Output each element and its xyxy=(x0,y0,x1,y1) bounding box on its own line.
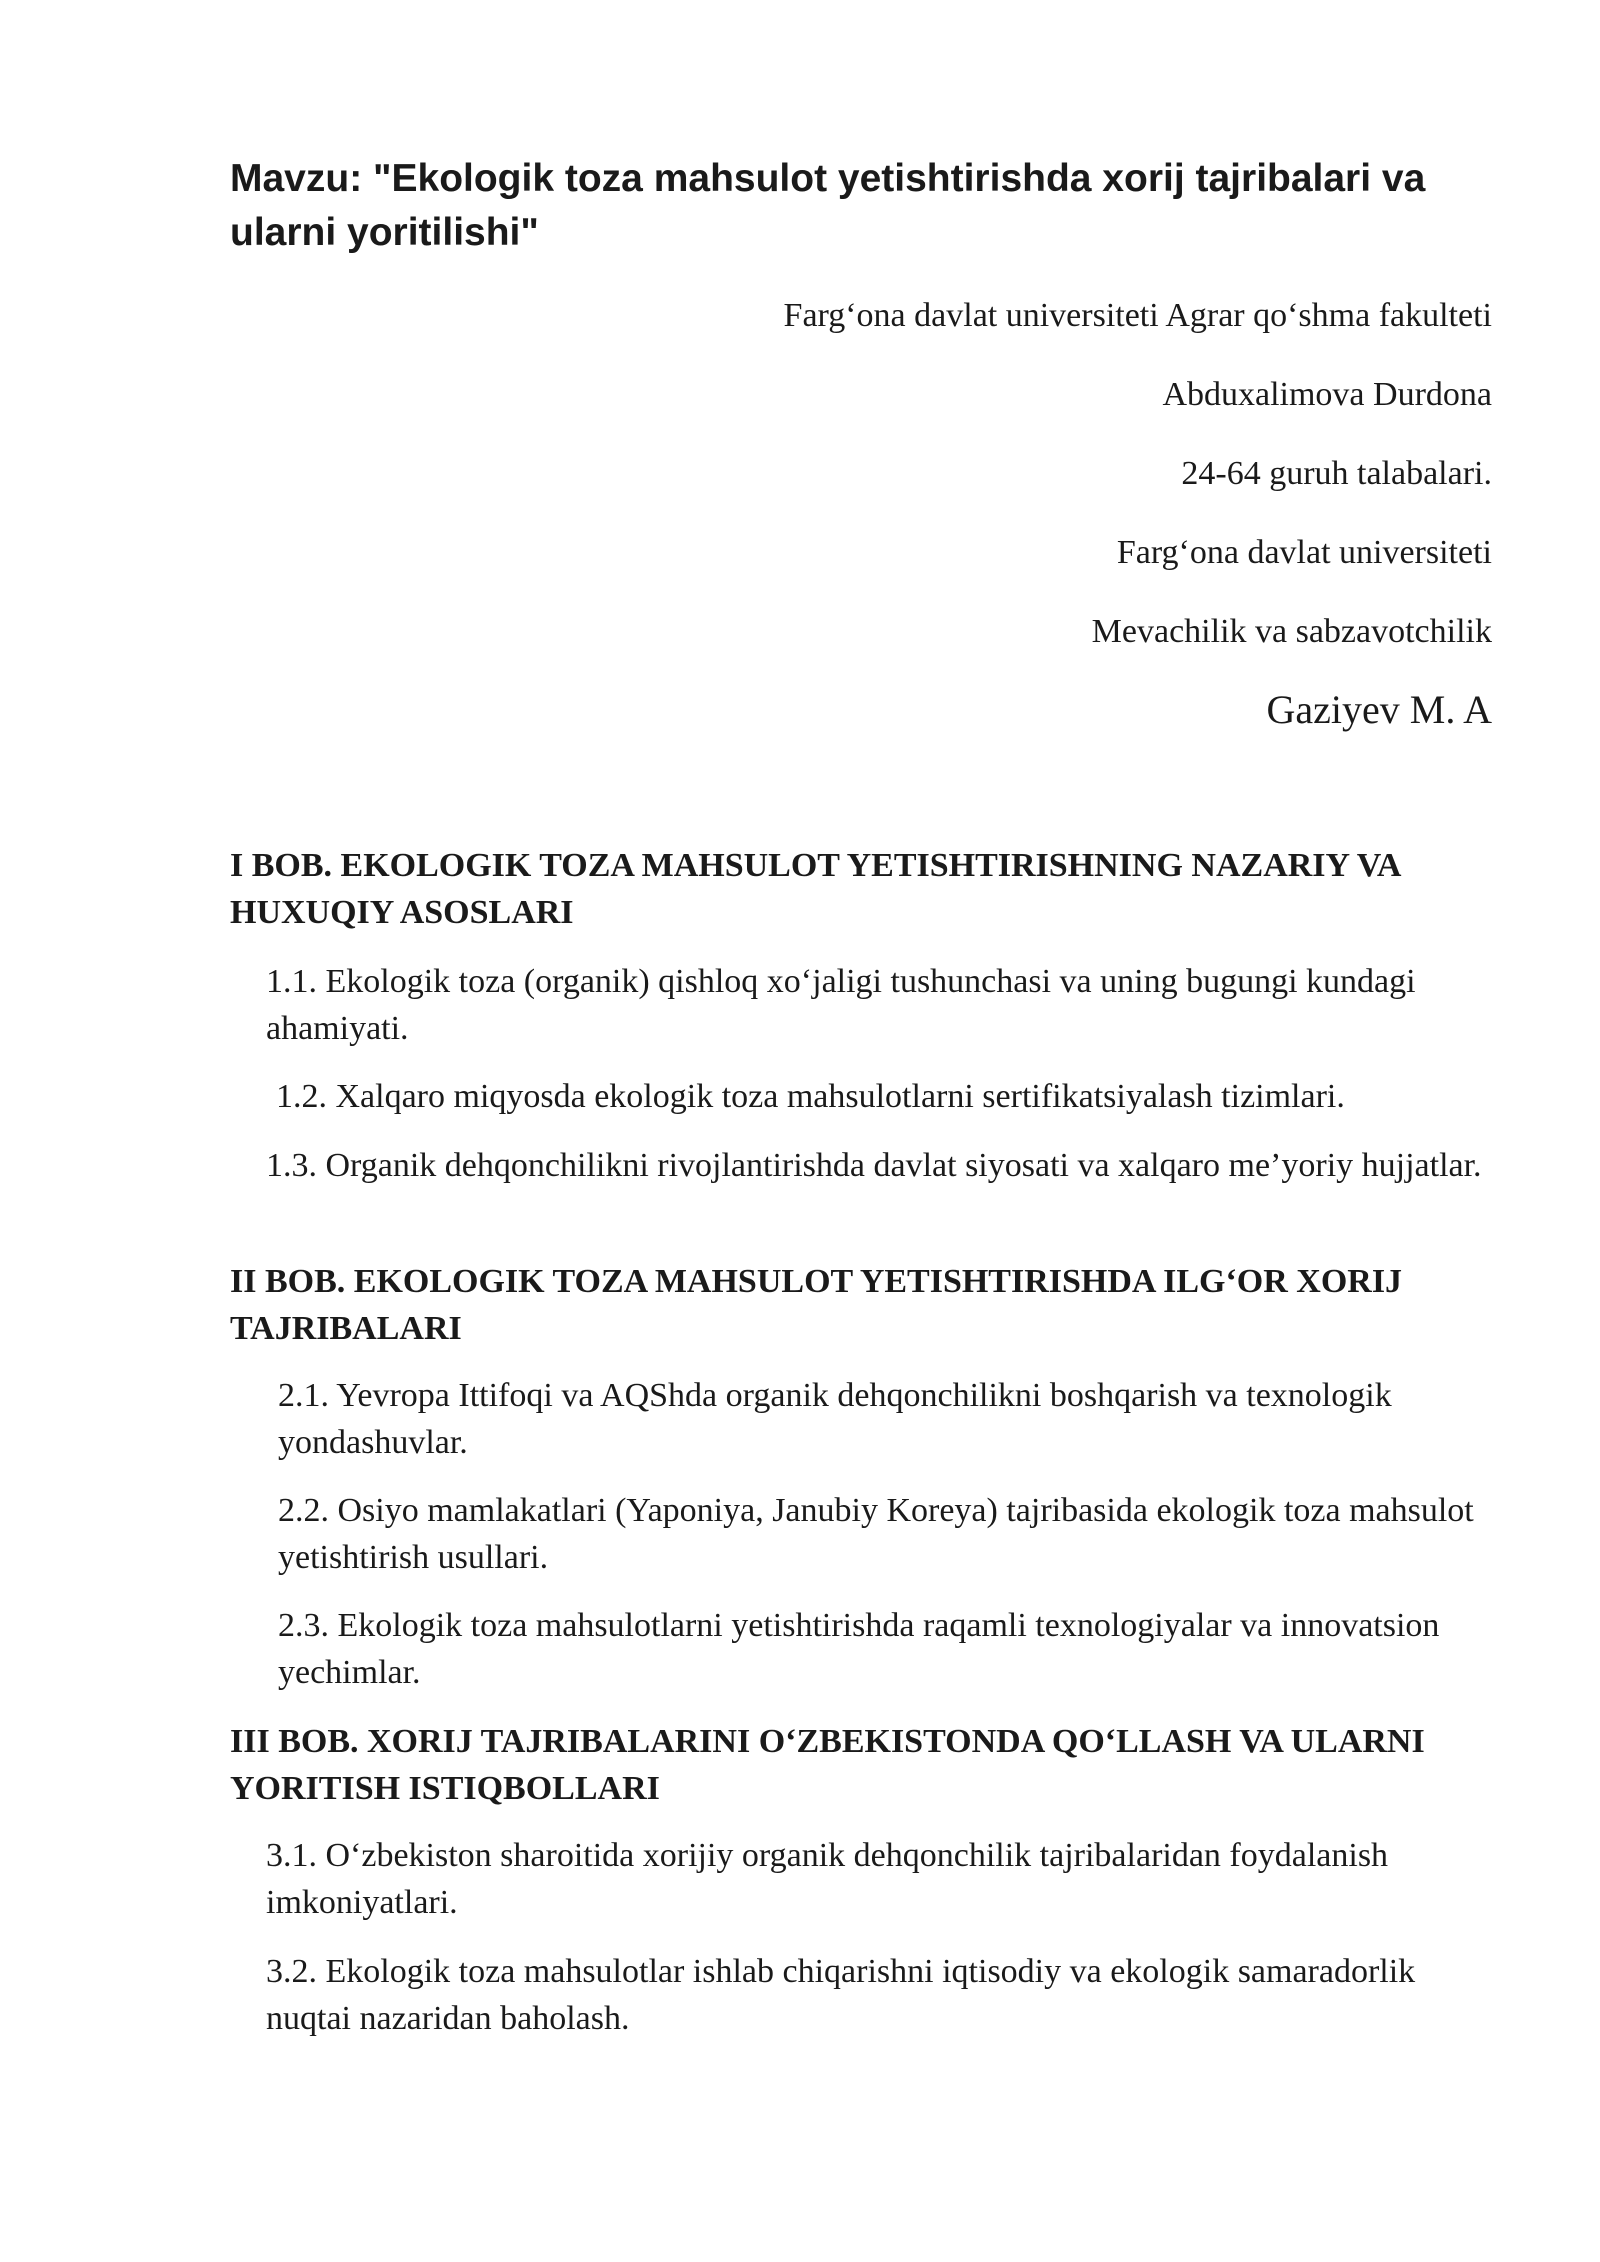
toc-item: 1.1. Ekologik toza (organik) qishloq xo‘jaligi tushunchasi va uning bugungi kundagi ahamiyati. xyxy=(266,963,1416,1047)
group-line: 24-64 guruh talabalari. xyxy=(1181,455,1492,492)
toc-item: 2.3. Ekologik toza mahsulotlarni yetishtirishda raqamli texnologiyalar va innovatsion yechimlar. xyxy=(278,1607,1440,1691)
student-name: Abduxalimova Durdona xyxy=(1162,376,1492,413)
document-title: Mavzu: "Ekologik toza mahsulot yetishtirishda xorij tajribalari va ularni yoritilishi" xyxy=(230,157,1426,254)
toc-item: 2.1. Yevropa Ittifoqi va AQShda organik dehqonchilikni boshqarish va texnologik yondashuvlar. xyxy=(278,1377,1392,1461)
toc-item: 3.1. O‘zbekiston sharoitida xorijiy organik dehqonchilik tajribalaridan foydalanish imkoniyatlari. xyxy=(266,1837,1389,1921)
supervisor-name: Gaziyev M. A xyxy=(1266,687,1492,732)
chapter-heading: II BOB. EKOLOGIK TOZA MAHSULOT YETISHTIRISHDA ILG‘OR XORIJ TAJRIBALARI xyxy=(230,1263,1403,1347)
faculty-line: Farg‘ona davlat universiteti Agrar qo‘shma fakulteti xyxy=(783,297,1492,334)
chapter-heading: III BOB. XORIJ TAJRIBALARINI O‘ZBEKISTONDA QO‘LLASH VA ULARNI YORITISH ISTIQBOLLARI xyxy=(230,1723,1425,1807)
toc-item: 1.2. Xalqaro miqyosda ekologik toza mahsulotlarni sertifikatsiyalash tizimlari. xyxy=(276,1078,1345,1115)
toc-item: 3.2. Ekologik toza mahsulotlar ishlab chiqarishni iqtisodiy va ekologik samaradorlik nuqtai nazaridan baholash. xyxy=(266,1953,1416,2037)
toc-item: 1.3. Organik dehqonchilikni rivojlantirishda davlat siyosati va xalqaro me’yoriy hujjatlar. xyxy=(266,1147,1482,1184)
chapter-heading: I BOB. EKOLOGIK TOZA MAHSULOT YETISHTIRISHNING NAZARIY VA HUXUQIY ASOSLARI xyxy=(230,847,1400,931)
university-line: Farg‘ona davlat universiteti xyxy=(1116,534,1492,571)
toc-item: 2.2. Osiyo mamlakatlari (Yaponiya, Janubiy Koreya) tajribasida ekologik toza mahsulot yetishtirish usullari. xyxy=(278,1492,1474,1576)
department-line: Mevachilik va sabzavotchilik xyxy=(1091,613,1492,650)
